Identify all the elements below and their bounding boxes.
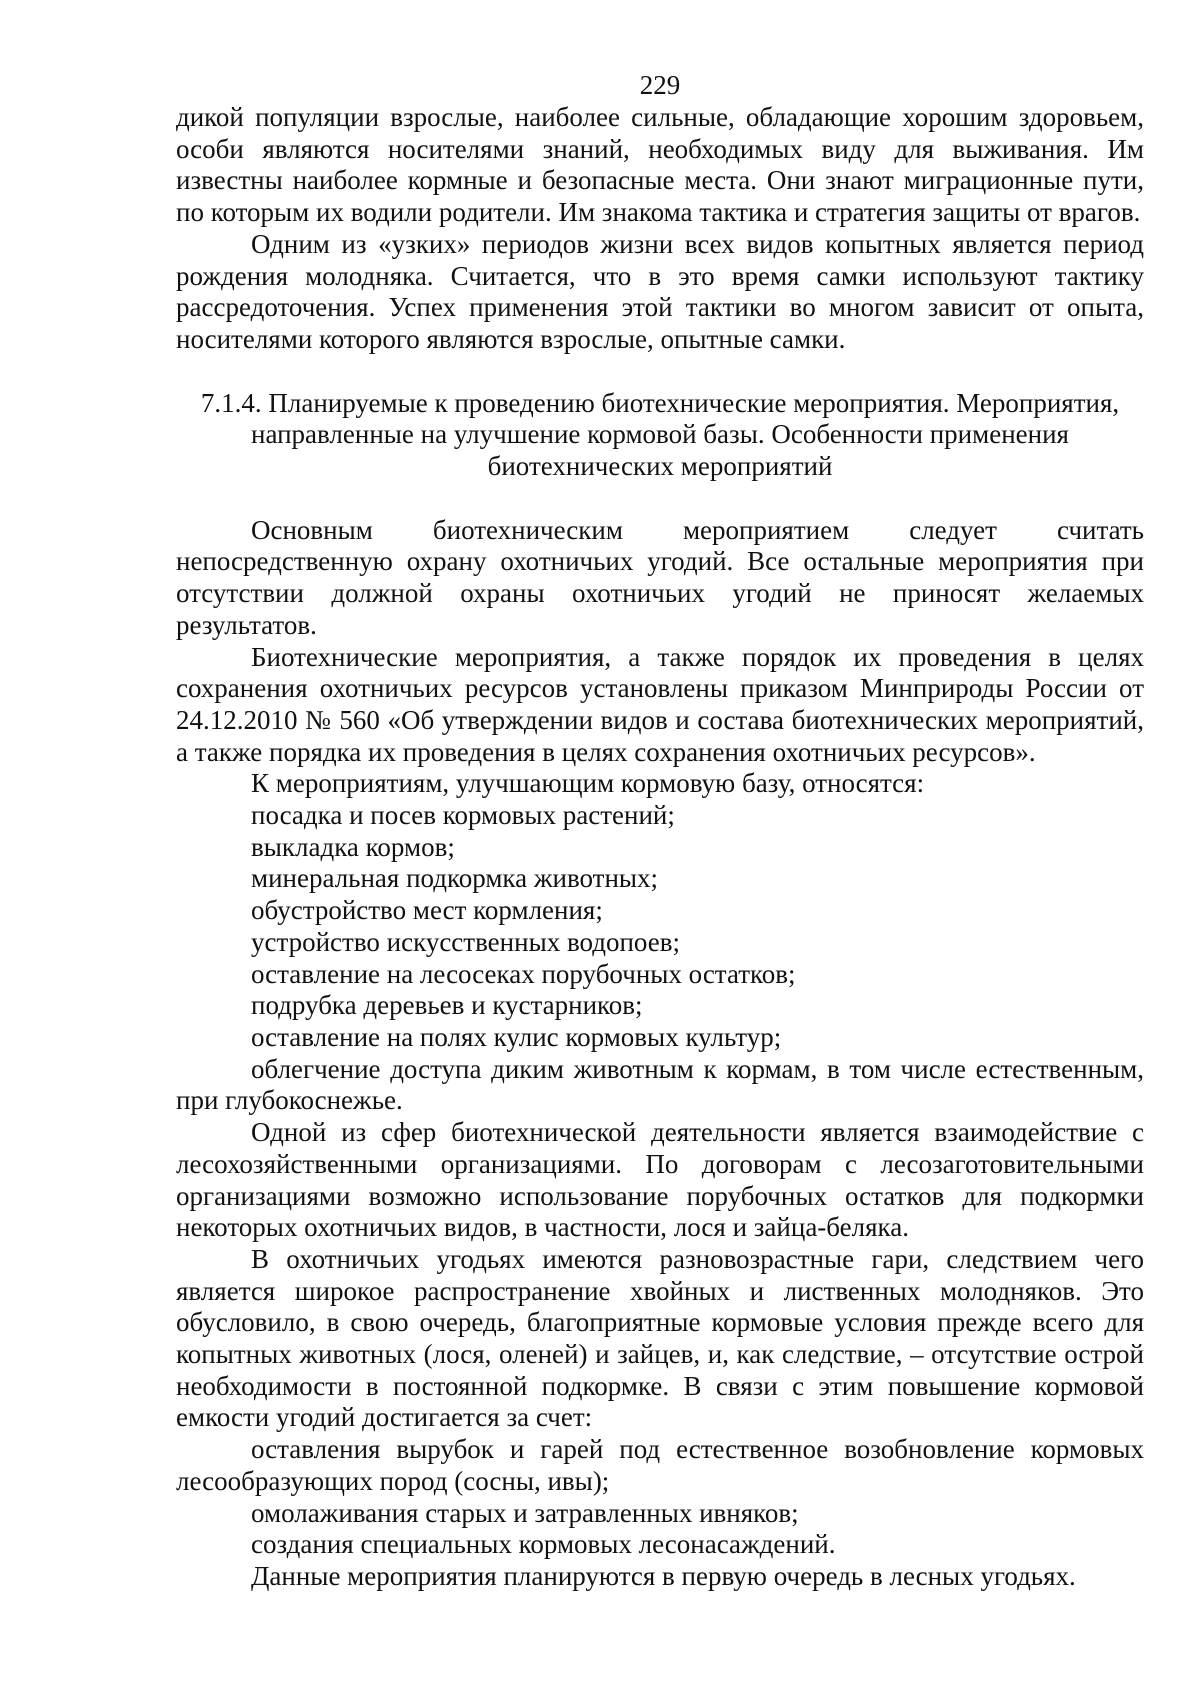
- paragraph: К мероприятиям, улучшающим кормовую базу, относятся:: [251, 768, 925, 799]
- list-item: минеральная подкормка животных;: [251, 863, 659, 894]
- heading-line: направленные на улучшение кормовой базы. Особенности применения: [251, 419, 1069, 450]
- list-item: омолаживания старых и затравленных ивняков;: [251, 1497, 799, 1528]
- list-item: оставление на лесосеках порубочных остатков;: [251, 958, 796, 989]
- paragraph: Одним из «узких» периодов жизни всех видов копытных является период рождения молодняка. Считается, что в это время самки используют тактику рассредоточения. Успех применения этой тактики во многом зависит от опыта, носителями которого являются взрослые, опытные самки.: [176, 228, 1144, 354]
- heading-line: биотехнических мероприятий: [487, 451, 833, 482]
- section-heading: [176, 388, 1144, 483]
- list-item: оставления вырубок и гарей под естественное возобновление кормовых лесообразующих пород (сосны, ивы);: [176, 1434, 1144, 1496]
- list-item: обустройство мест кормления;: [251, 895, 603, 926]
- closing-paragraph: Данные мероприятия планируются в первую очередь в лесных угодьях.: [251, 1560, 1076, 1591]
- paragraph: Одной из сфер биотехнической деятельности является взаимодействие с лесохозяйственными организациями. По договорам с лесозаготовительными организациями возможно использование порубочных остатков для подкормки некоторых охотничьих видов, в частности, лося и зайца-беляка.: [176, 1117, 1144, 1243]
- list-item: оставление на полях кулис кормовых культур;: [251, 1021, 782, 1052]
- heading-line: 7.1.4. Планируемые к проведению биотехнические мероприятия. Мероприятия,: [200, 387, 1120, 418]
- paragraph: В охотничьих угодьях имеются разновозрастные гари, следствием чего является широкое распространение хвойных и лиственных молодняков. Это обусловило, в свою очередь, благоприятные кормовые условия прежде всего для копытных животных (лося, оленей) и зайцев, и, как следствие, – отсутствие острой необходимости в постоянной подкормке. В связи с этим повышение кормовой емкости угодий достигается за счет:: [176, 1243, 1144, 1433]
- page-number: 229: [639, 70, 681, 100]
- paragraph: дикой популяции взрослые, наиболее сильные, обладающие хорошим здоровьем, особи являются носителями знаний, необходимых виду для выживания. Им известны наиболее кормные и безопасные места. Они знают миграционные пути, по которым их водили родители. Им знакома тактика и стратегия защиты от врагов.: [176, 102, 1144, 228]
- paragraph: Основным биотехническим мероприятием следует считать непосредственную охрану охотничьих угодий. Все остальные мероприятия при отсутствии должной охраны охотничьих угодий не приносят желаемых результатов.: [176, 514, 1144, 640]
- list-item: подрубка деревьев и кустарников;: [251, 990, 643, 1021]
- document-page: [176, 68, 1144, 1593]
- list-item: посадка и посев кормовых растений;: [251, 800, 675, 831]
- list-item: устройство искусственных водопоев;: [251, 926, 680, 957]
- list-item: создания специальных кормовых лесонасаждений.: [251, 1529, 836, 1560]
- list-item: облегчение доступа диким животным к кормам, в том числе естественным, при глубокоснежье.: [176, 1053, 1144, 1116]
- paragraph: Биотехнические мероприятия, а также порядок их проведения в целях сохранения охотничьих ресурсов установлены приказом Минприроды России от 24.12.2010 № 560 «Об утверждении видов и состава биотехнических мероприятий, а также порядка их проведения в целях сохранения охотничьих ресурсов».: [176, 641, 1144, 767]
- list-item: выкладка кормов;: [251, 831, 455, 862]
